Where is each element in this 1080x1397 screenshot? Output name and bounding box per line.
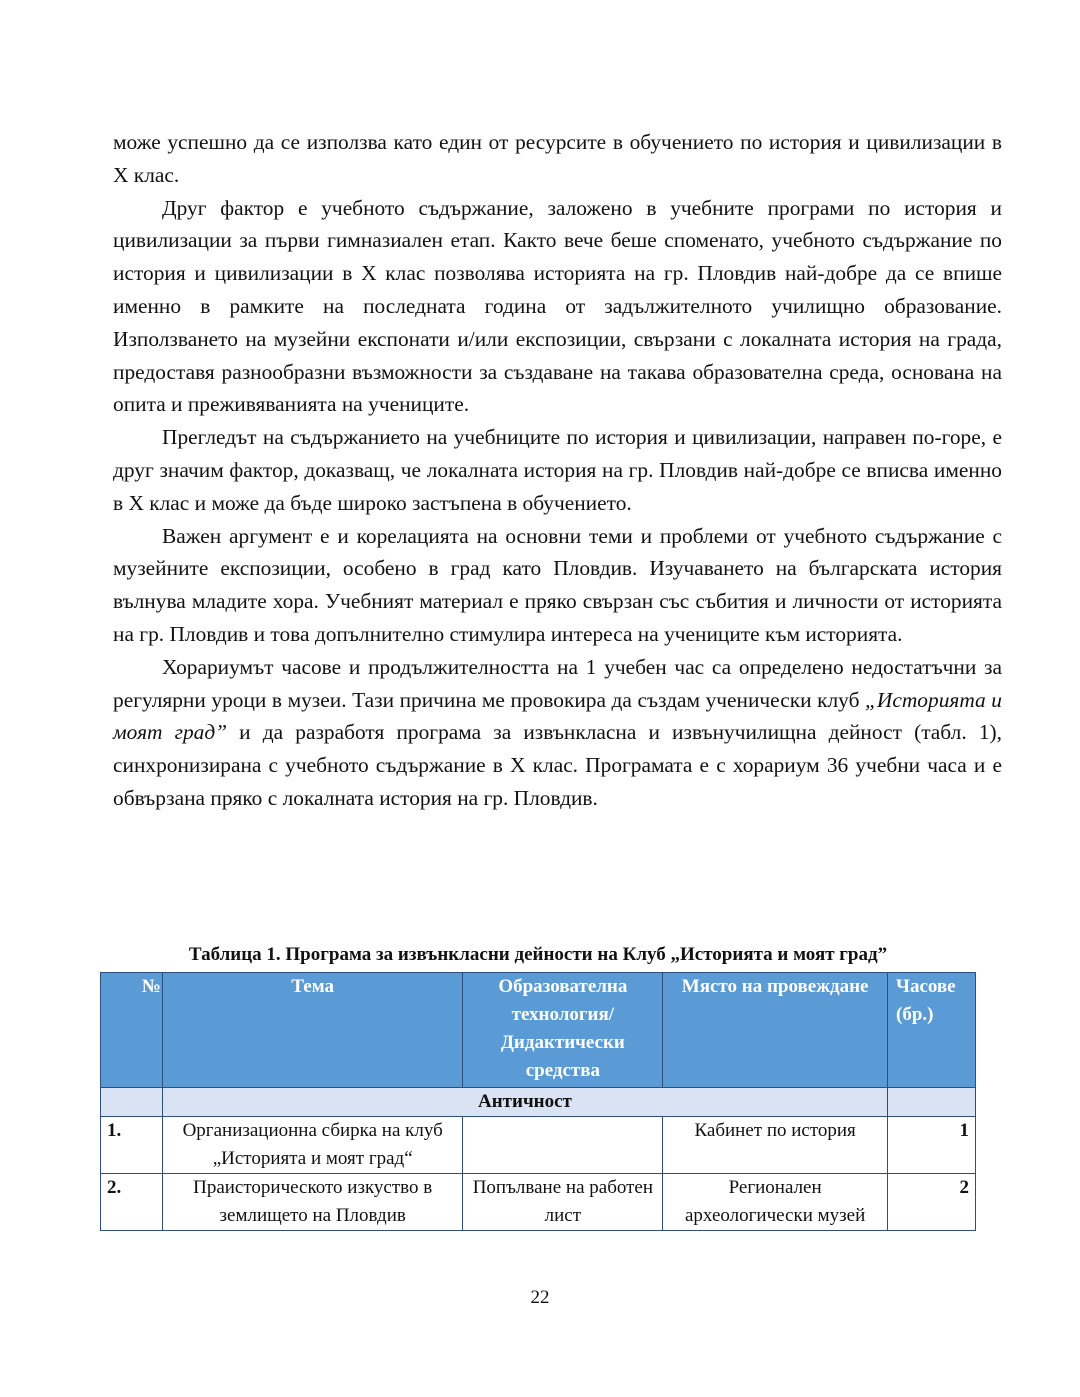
empty-cell	[888, 1088, 976, 1117]
header-cell: №	[101, 973, 163, 1088]
cell: Кабинет по история	[663, 1117, 888, 1174]
paragraph: Друг фактор е учебното съдържание, заложено в учебните програми по история и цивилизации за първи гимназиален етап. Както вече беше споменато, учебното съдържание по история и цивилизации в X клас позволява историята на гр. Пловдив най-добре да се впише именно в рамките на последната година от задължителното училищно образование. Използването на музейни експонати и/или експозиции, свързани с локалната история на града, предоставя разнообразни възможности за създаване на такава образователна среда, основана на опита и преживяванията на учениците.	[113, 195, 1002, 417]
header-cell: Тема	[162, 973, 463, 1088]
empty-cell	[101, 1088, 163, 1117]
cell: Регионален археологически музей	[663, 1174, 888, 1231]
cell: 1	[888, 1117, 976, 1174]
section-label: Античност	[162, 1088, 887, 1117]
cell: Праисторическото изкуство в землището на Пловдив	[162, 1174, 463, 1231]
paragraph	[113, 651, 1002, 815]
header-cell: Място на провеждане	[663, 973, 888, 1088]
table-row	[101, 1117, 976, 1174]
header-cell: Образователна технология/ Дидактически средства	[463, 973, 663, 1088]
page-number: 22	[530, 1287, 550, 1308]
cell: 1.	[101, 1117, 163, 1174]
paragraph: може успешно да се използва като един от ресурсите в обучението по история и цивилизации в X клас.	[113, 130, 1002, 187]
section-row	[101, 1088, 976, 1117]
program-table	[100, 972, 976, 1231]
cell	[463, 1117, 663, 1174]
cell: 2.	[101, 1174, 163, 1231]
club-name: „Историята и моят град”	[113, 687, 1002, 745]
cell: Попълване на работен лист	[463, 1174, 663, 1231]
cell: 2	[888, 1174, 976, 1231]
cell: Организационна сбирка на клуб „Историята и моят град“	[162, 1117, 463, 1174]
paragraph: Важен аргумент е и корелацията на основни теми и проблеми от учебното съдържание с музейните експозиции, особено в град като Пловдив. Изучаването на българската история вълнува младите хора. Учебният материал е пряко свързан със събития и личности от историята на гр. Пловдив и това допълнително стимулира интереса на учениците към историята.	[113, 523, 1002, 646]
body-text	[113, 126, 1002, 815]
text: и да разработя програма за извънкласна и извънучилищна дейност (табл. 1), синхронизирана с учебното съдържание в X клас. Програмата е с хорариум 36 учебни часа и е обвързана пряко с локалната история на гр. Пловдив.	[113, 720, 1002, 810]
header-row	[101, 973, 976, 1088]
table-row	[101, 1174, 976, 1231]
table-caption: Таблица 1. Програма за извънкласни дейности на Клуб „Историята и моят град”	[188, 944, 888, 965]
paragraph: Прегледът на съдържанието на учебниците по история и цивилизации, направен по-горе, е друг значим фактор, доказващ, че локалната история на гр. Пловдив най-добре се вписва именно в X клас и може да бъде широко застъпена в обучението.	[113, 425, 1002, 515]
text: Хорариумът часове и продължителността на 1 учебен час са определено недостатъчни за регулярни уроци в музеи. Тази причина ме провокира да създам ученически клуб	[113, 654, 1002, 712]
header-cell: Часове (бр.)	[888, 973, 976, 1088]
